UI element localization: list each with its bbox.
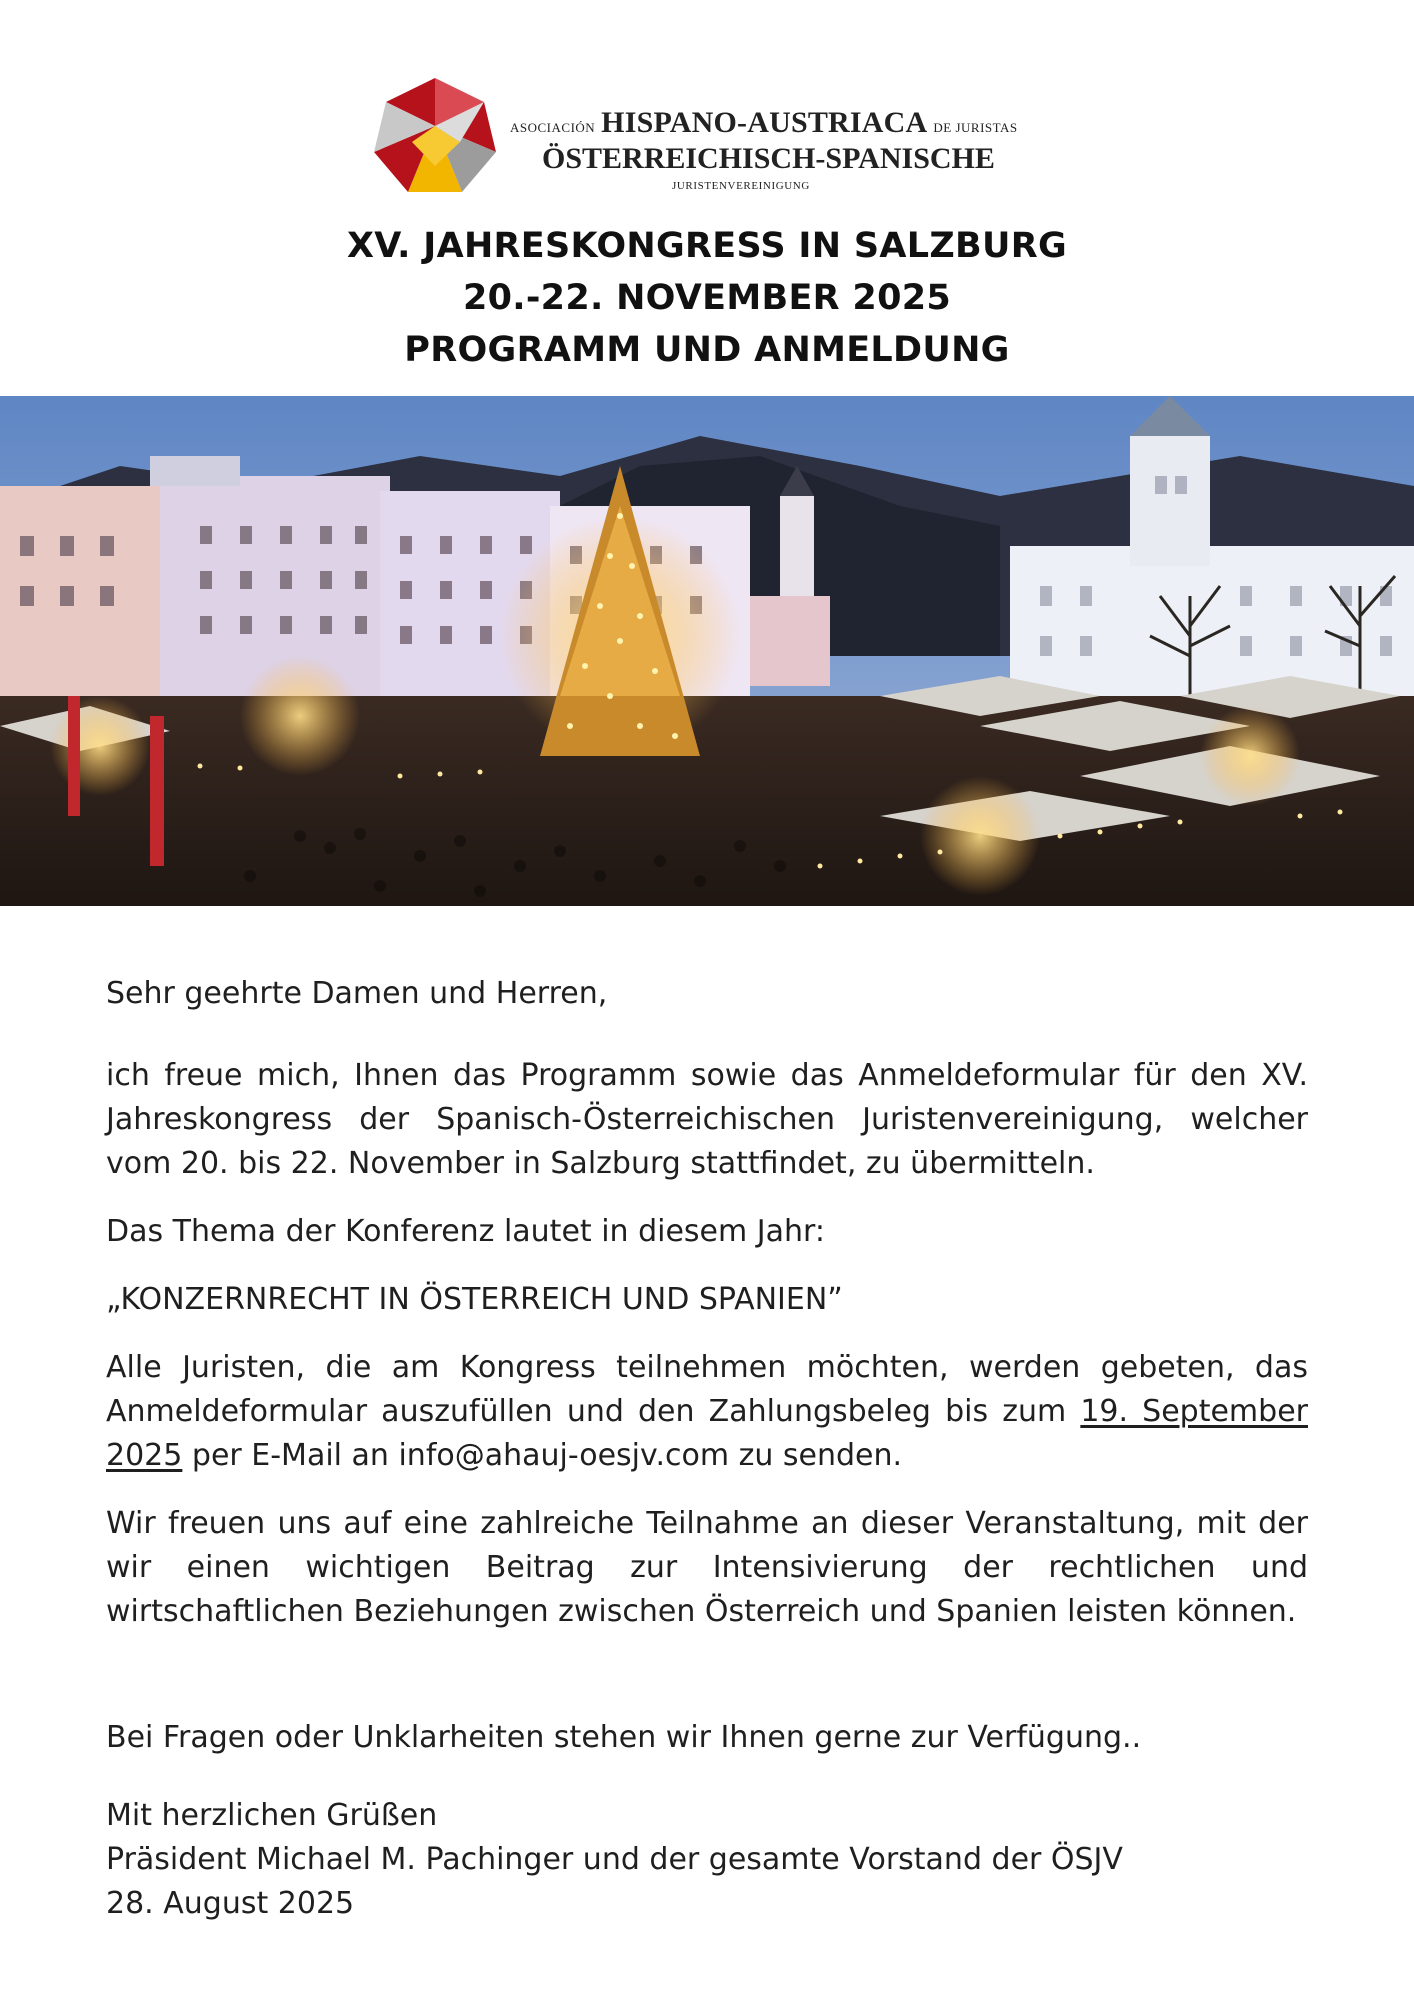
paragraph-questions: Bei Fragen oder Unklarheiten stehen wir Ihnen gerne zur Verfügung.. <box>106 1720 1142 1755</box>
christmas-market-photo <box>0 396 1414 906</box>
logo-suffix: DE JURISTAS <box>933 120 1018 135</box>
association-logo <box>372 76 1018 196</box>
logo-name-de: ÖSTERREICHISCH-SPANISCHE <box>542 142 995 175</box>
signatory: Präsident Michael M. Pachinger und der gesamte Vorstand der ÖSJV <box>106 1842 1123 1877</box>
letter-date: 28. August 2025 <box>106 1886 355 1921</box>
page-title: XV. JAHRESKONGRESS IN SALZBURG <box>347 226 1067 266</box>
registration-email-text: per E-Mail an info@ahauj-oesjv.com zu senden. <box>191 1438 903 1473</box>
paragraph-topic-lead: Das Thema der Konferenz lautet in diesem Jahr: <box>106 1214 825 1249</box>
logo-name-es: HISPANO-AUSTRIACA <box>601 106 928 139</box>
conference-theme: „KONZERNRECHT IN ÖSTERREICH UND SPANIEN” <box>106 1282 843 1317</box>
logo-subtitle: JURISTENVEREINIGUNG <box>672 180 810 192</box>
logo-prefix: ASOCIACIÓN <box>510 120 596 135</box>
paragraph-intro: ich freue mich, Ihnen das Programm sowie das Anmeldeformular für den XV. Jahreskongress der Spanisch-Österreichischen Juristenvereinigung, welcher vom 20. bis 22. November in Salzburg stattfindet, zu übermitteln. <box>106 1058 1308 1181</box>
registration-text: Alle Juristen, die am Kongress teilnehmen möchten, werden gebeten, das Anmeldeformular auszufüllen und den Zahlungsbeleg bis zum <box>106 1350 1308 1429</box>
closing: Mit herzlichen Grüßen <box>106 1798 438 1833</box>
paragraph-registration <box>106 1346 1308 1478</box>
salutation: Sehr geehrte Damen und Herren, <box>106 976 608 1011</box>
signature-block <box>106 1794 1308 1926</box>
logo-emblem-icon <box>372 76 498 196</box>
registration-deadline: 19. September 2025 <box>106 1394 1308 1473</box>
christmas-market-photo-icon <box>0 396 1414 906</box>
page-subtitle: PROGRAMM UND ANMELDUNG <box>404 330 1010 370</box>
event-dates: 20.-22. NOVEMBER 2025 <box>462 278 952 318</box>
paragraph-invitation: Wir freuen uns auf eine zahlreiche Teilnahme an dieser Veranstaltung, mit der wir einen wichtigen Beitrag zur Intensivierung der rechtlichen und wirtschaftlichen Beziehungen zwischen Österreich und Spanien leisten können. <box>106 1506 1308 1629</box>
